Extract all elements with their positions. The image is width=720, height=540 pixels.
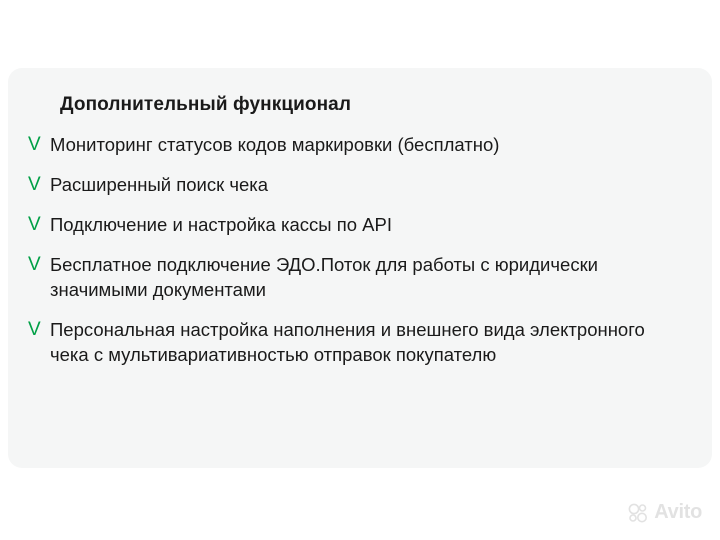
- feature-card: [8, 68, 712, 468]
- list-item-label: Бесплатное подключение ЭДО.Поток для работы с юридически значимыми документами: [50, 254, 598, 300]
- list-item: [26, 317, 678, 367]
- feature-list: [26, 132, 678, 367]
- list-item-label: Персональная настройка наполнения и внешнего вида электронного чека с мультивариативностью отправок покупателю: [50, 319, 645, 365]
- check-icon: V: [28, 254, 41, 275]
- watermark: [627, 501, 702, 524]
- watermark-label: Avito: [654, 501, 702, 523]
- check-icon: V: [28, 319, 41, 340]
- list-item-label: Расширенный поиск чека: [50, 174, 269, 195]
- check-icon: V: [28, 174, 41, 195]
- feature-card-content: [8, 68, 712, 367]
- check-icon: V: [28, 214, 41, 235]
- page-title: Дополнительный функционал: [60, 94, 351, 115]
- check-icon: V: [28, 134, 41, 155]
- avito-logo-icon: [627, 502, 649, 524]
- list-item-label: Мониторинг статусов кодов маркировки (бесплатно): [50, 134, 500, 155]
- list-item-label: Подключение и настройка кассы по API: [50, 214, 392, 235]
- list-item: [26, 252, 678, 302]
- list-item: [26, 212, 678, 237]
- list-item: [26, 132, 678, 157]
- list-item: [26, 172, 678, 197]
